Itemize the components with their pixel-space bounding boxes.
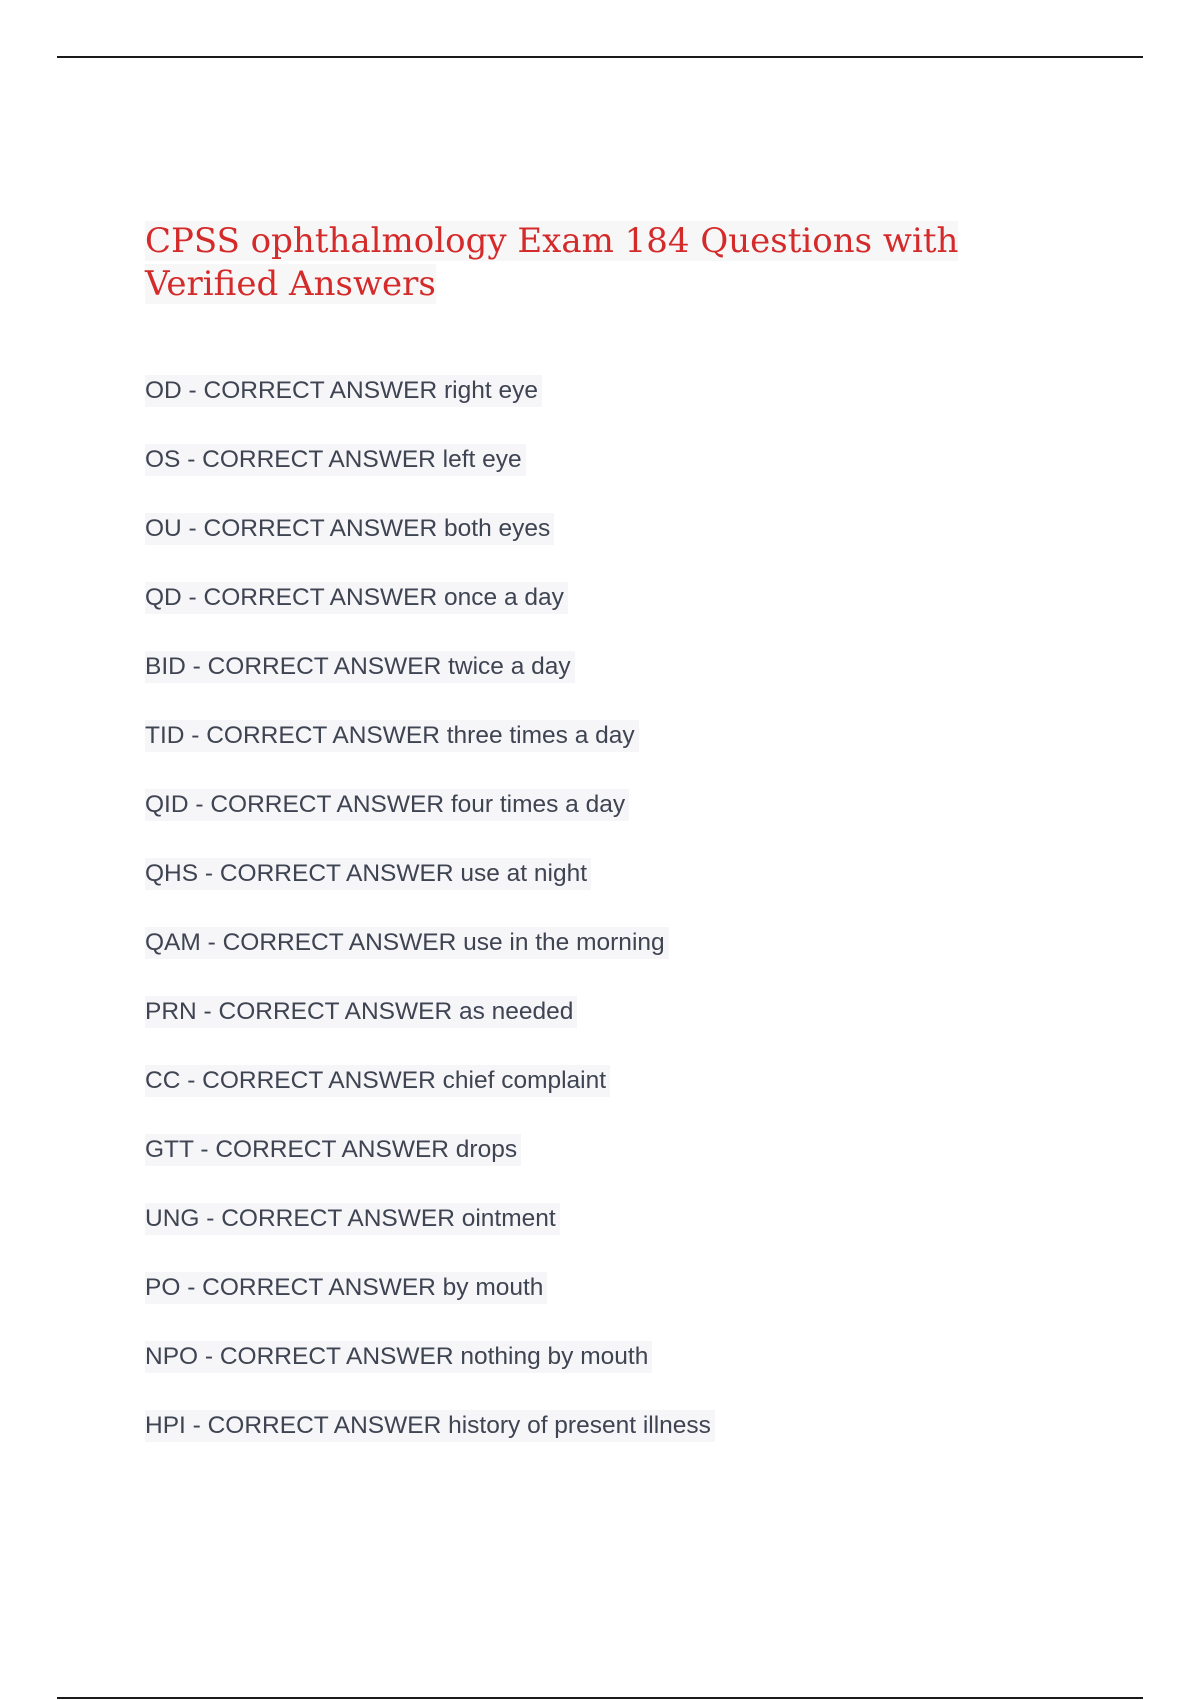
- qa-text: OS - CORRECT ANSWER left eye: [145, 444, 526, 476]
- list-item: [145, 1203, 715, 1272]
- list-item: [145, 1341, 715, 1410]
- qa-text: OU - CORRECT ANSWER both eyes: [145, 513, 554, 545]
- qa-list: [145, 375, 715, 1479]
- document-title-text: CPSS ophthalmology Exam 184 Questions with Verified Answers: [145, 221, 959, 304]
- qa-text: TID - CORRECT ANSWER three times a day: [145, 720, 639, 752]
- qa-text: CC - CORRECT ANSWER chief complaint: [145, 1065, 610, 1097]
- list-item: [145, 513, 715, 582]
- footer-rule: [57, 1697, 1143, 1699]
- header-rule: [57, 56, 1143, 58]
- list-item: [145, 1272, 715, 1341]
- list-item: [145, 858, 715, 927]
- qa-text: HPI - CORRECT ANSWER history of present illness: [145, 1410, 715, 1442]
- qa-text: GTT - CORRECT ANSWER drops: [145, 1134, 521, 1166]
- qa-text: PRN - CORRECT ANSWER as needed: [145, 996, 577, 1028]
- qa-text: NPO - CORRECT ANSWER nothing by mouth: [145, 1341, 652, 1373]
- list-item: [145, 1410, 715, 1479]
- qa-text: OD - CORRECT ANSWER right eye: [145, 375, 542, 407]
- list-item: [145, 927, 715, 996]
- qa-text: PO - CORRECT ANSWER by mouth: [145, 1272, 547, 1304]
- list-item: [145, 720, 715, 789]
- qa-text: UNG - CORRECT ANSWER ointment: [145, 1203, 560, 1235]
- list-item: [145, 789, 715, 858]
- qa-text: QD - CORRECT ANSWER once a day: [145, 582, 568, 614]
- list-item: [145, 1134, 715, 1203]
- list-item: [145, 582, 715, 651]
- list-item: [145, 444, 715, 513]
- list-item: [145, 1065, 715, 1134]
- list-item: [145, 651, 715, 720]
- qa-text: QAM - CORRECT ANSWER use in the morning: [145, 927, 669, 959]
- qa-text: BID - CORRECT ANSWER twice a day: [145, 651, 575, 683]
- qa-text: QID - CORRECT ANSWER four times a day: [145, 789, 629, 821]
- qa-text: QHS - CORRECT ANSWER use at night: [145, 858, 591, 890]
- document-title: [145, 220, 1045, 306]
- list-item: [145, 375, 715, 444]
- list-item: [145, 996, 715, 1065]
